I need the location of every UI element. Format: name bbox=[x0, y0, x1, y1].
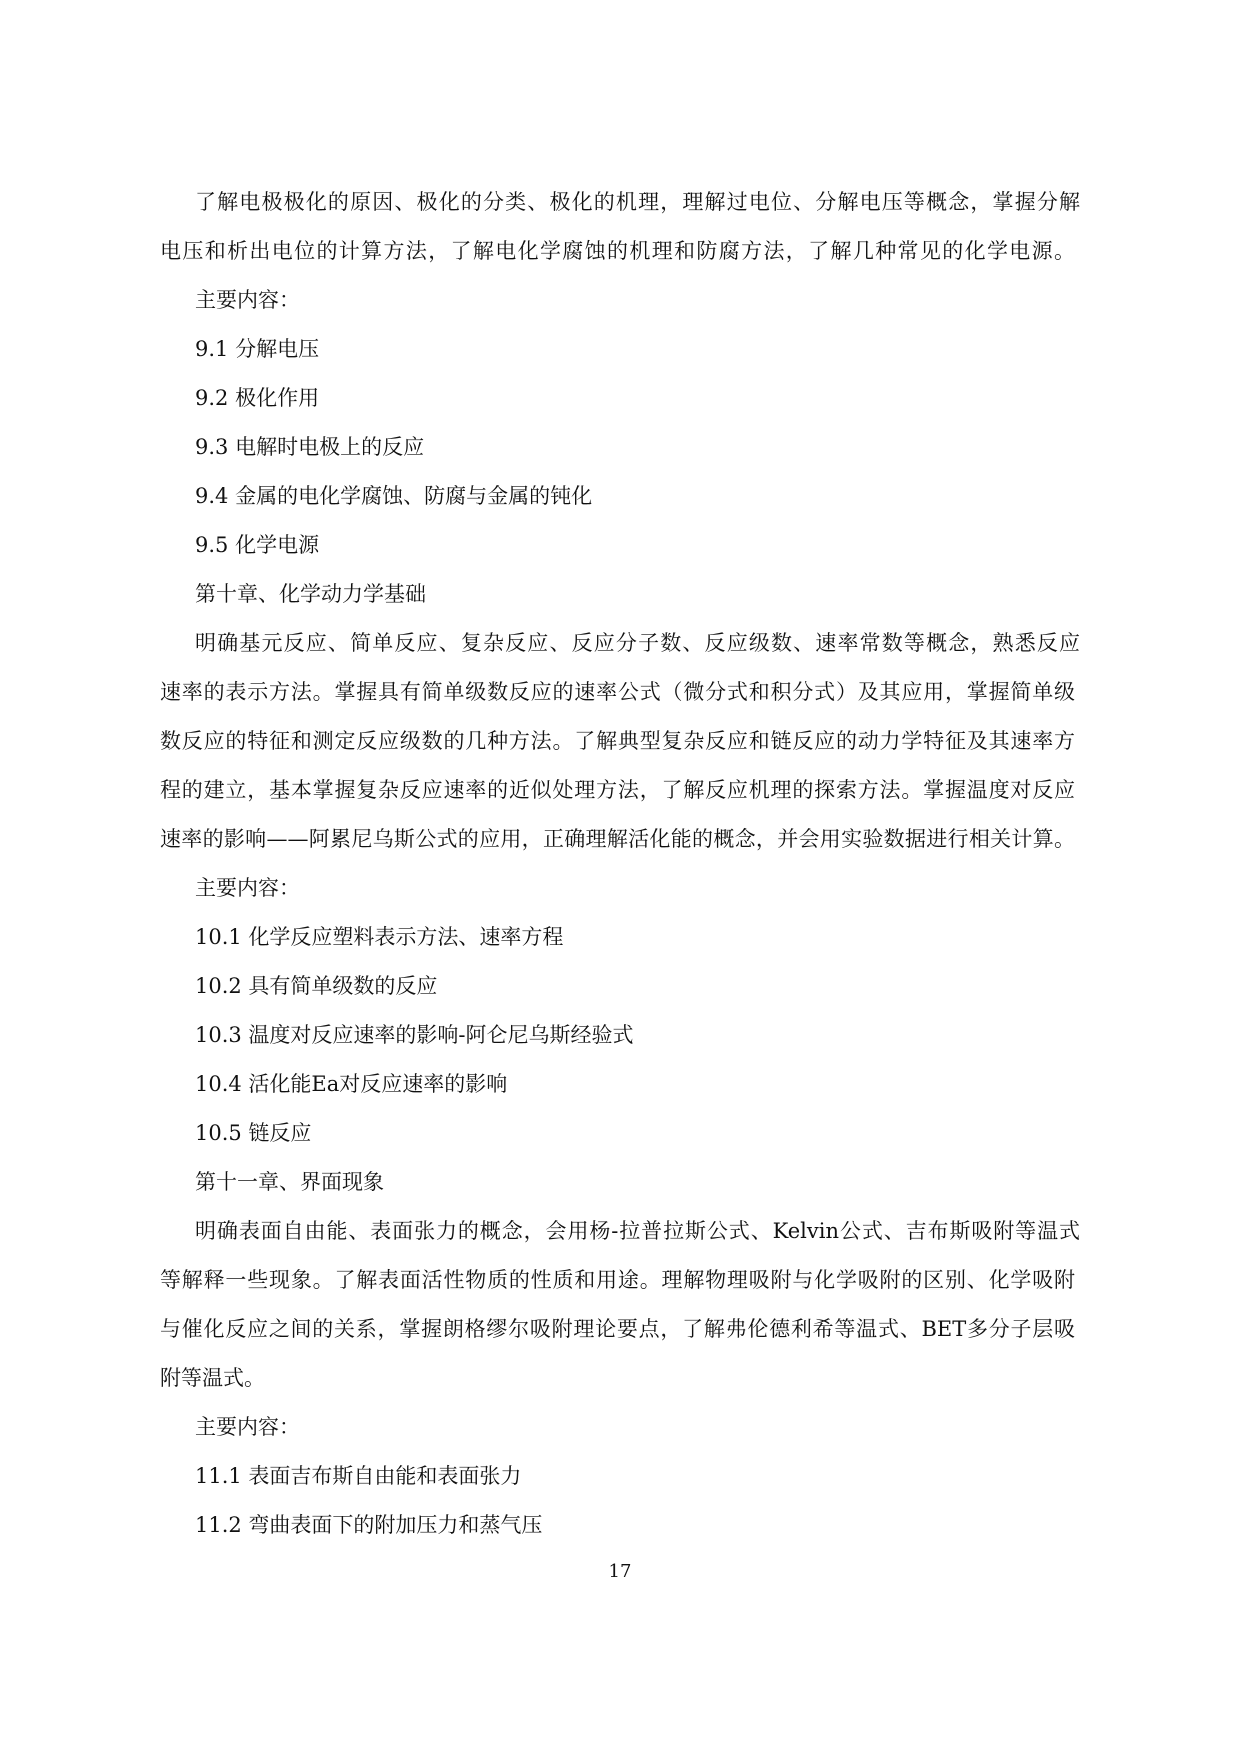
ch10-item-3: 10.3 温度对反应速率的影响-阿仑尼乌斯经验式 bbox=[195, 1023, 634, 1047]
ch10-item-5: 10.5 链反应 bbox=[195, 1121, 312, 1145]
ch9-item-1: 9.1 分解电压 bbox=[195, 337, 320, 361]
ch9-item-5: 9.5 化学电源 bbox=[195, 533, 320, 557]
page-number: 17 bbox=[608, 1561, 632, 1582]
ch10-item-2: 10.2 具有简单级数的反应 bbox=[195, 974, 438, 998]
ch9-objective-line-1: 了解电极极化的原因、极化的分类、极化的机理，理解过电位、分解电压等概念，掌握分解 bbox=[195, 190, 1080, 214]
ch9-main-content-label: 主要内容： bbox=[195, 288, 300, 312]
ch9-item-4: 9.4 金属的电化学腐蚀、防腐与金属的钝化 bbox=[195, 484, 593, 508]
ch9-item-3: 9.3 电解时电极上的反应 bbox=[195, 435, 425, 459]
ch11-objective-line-4: 附等温式。 bbox=[160, 1366, 265, 1390]
ch9-objective-line-2: 电压和析出电位的计算方法，了解电化学腐蚀的机理和防腐方法，了解几种常见的化学电源。 bbox=[160, 239, 1075, 263]
ch11-item-1: 11.1 表面吉布斯自由能和表面张力 bbox=[195, 1464, 522, 1488]
ch10-objective-line-2: 速率的表示方法。掌握具有简单级数反应的速率公式（微分式和积分式）及其应用，掌握简单级 bbox=[160, 680, 1075, 704]
ch11-objective-line-3: 与催化反应之间的关系，掌握朗格缪尔吸附理论要点，了解弗伦德利希等温式、BET多分子层吸 bbox=[160, 1317, 1075, 1341]
ch10-title: 第十章、化学动力学基础 bbox=[195, 582, 426, 606]
ch10-objective-line-1: 明确基元反应、简单反应、复杂反应、反应分子数、反应级数、速率常数等概念，熟悉反应 bbox=[195, 631, 1080, 655]
ch10-objective-line-3: 数反应的特征和测定反应级数的几种方法。了解典型复杂反应和链反应的动力学特征及其速率方 bbox=[160, 729, 1075, 753]
ch11-objective-line-2: 等解释一些现象。了解表面活性物质的性质和用途。理解物理吸附与化学吸附的区别、化学吸附 bbox=[160, 1268, 1075, 1292]
ch11-item-2: 11.2 弯曲表面下的附加压力和蒸气压 bbox=[195, 1513, 543, 1537]
ch11-title: 第十一章、界面现象 bbox=[195, 1170, 384, 1194]
ch10-main-content-label: 主要内容： bbox=[195, 876, 300, 900]
ch11-objective-line-1: 明确表面自由能、表面张力的概念，会用杨-拉普拉斯公式、Kelvin公式、吉布斯吸附等温式 bbox=[195, 1219, 1080, 1243]
ch9-item-2: 9.2 极化作用 bbox=[195, 386, 320, 410]
ch10-objective-line-5: 速率的影响——阿累尼乌斯公式的应用，正确理解活化能的概念，并会用实验数据进行相关计算。 bbox=[160, 827, 1075, 851]
ch10-objective-line-4: 程的建立，基本掌握复杂反应速率的近似处理方法，了解反应机理的探索方法。掌握温度对反应 bbox=[160, 778, 1075, 802]
ch11-main-content-label: 主要内容： bbox=[195, 1415, 300, 1439]
ch10-item-4: 10.4 活化能Ea对反应速率的影响 bbox=[195, 1072, 508, 1096]
ch10-item-1: 10.1 化学反应塑料表示方法、速率方程 bbox=[195, 925, 564, 949]
